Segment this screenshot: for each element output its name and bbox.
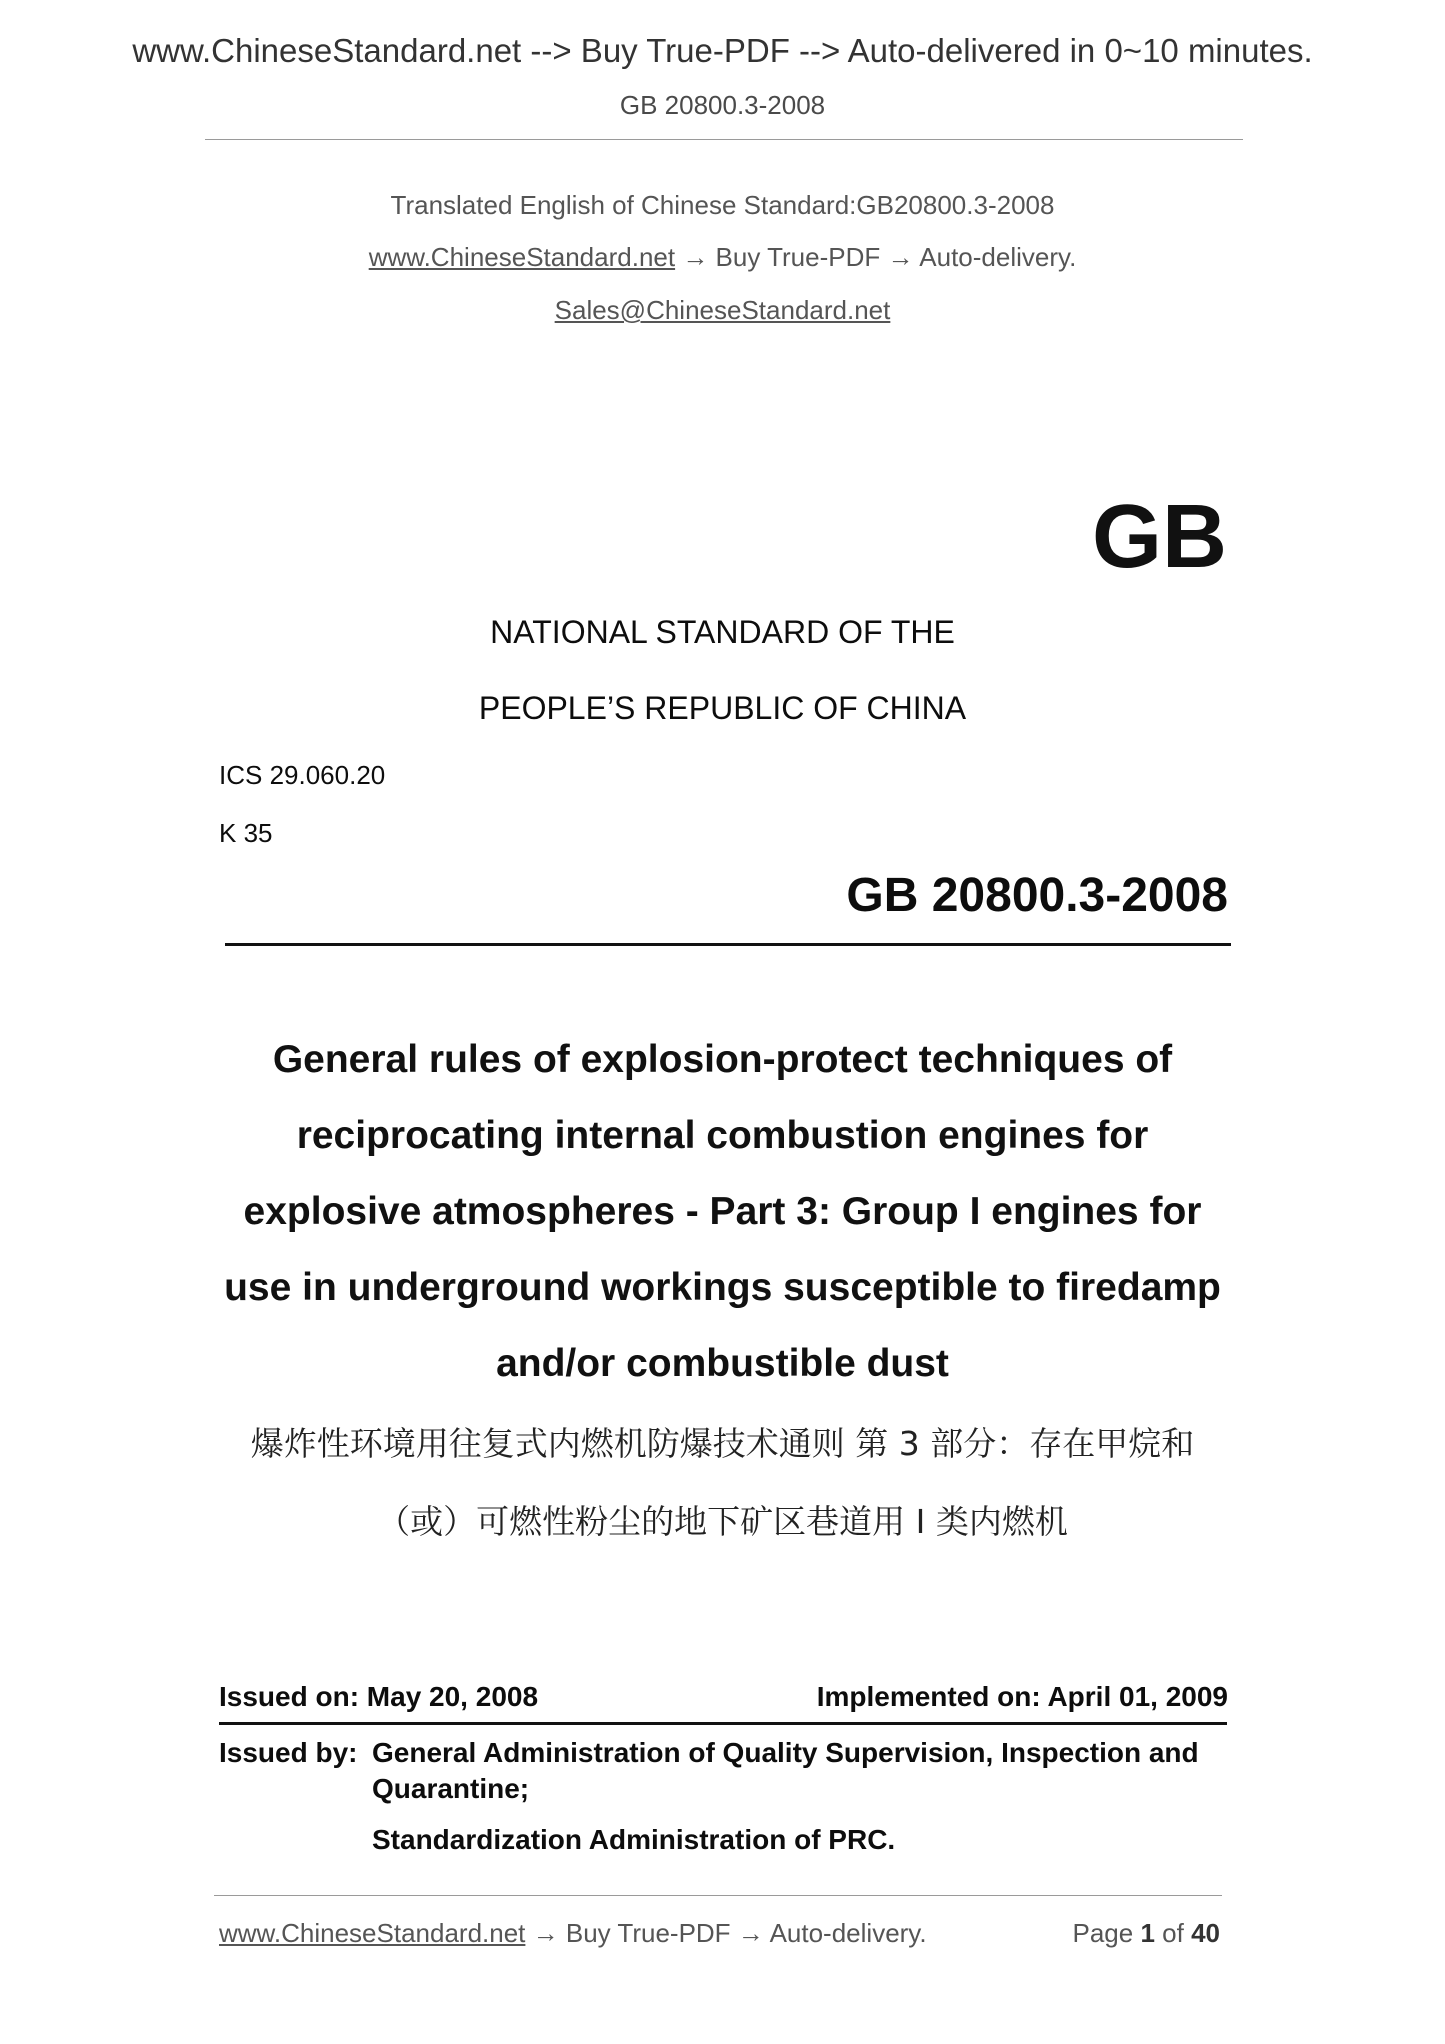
site-promo-line — [0, 242, 1445, 273]
footer-promo-text: → Buy True-PDF → Auto-delivery. — [525, 1918, 927, 1948]
national-standard-line-2: PEOPLE’S REPUBLIC OF CHINA — [478, 690, 967, 726]
sales-email-link[interactable]: Sales@ChineseStandard.net — [554, 295, 891, 325]
page-label: Page — [1072, 1918, 1134, 1948]
english-title-line: reciprocating internal combustion engines for — [296, 1114, 1149, 1157]
site-link[interactable]: www.ChineseStandard.net — [368, 242, 676, 272]
issue-divider — [219, 1722, 1227, 1725]
title-divider — [225, 943, 1231, 946]
top-banner: www.ChineseStandard.net --> Buy True-PDF --> Auto-delivered in 0~10 minutes. — [132, 32, 1313, 69]
gb-logo-mark: GB — [1092, 487, 1227, 587]
sales-email-line — [0, 295, 1445, 326]
footer-promo — [219, 1918, 927, 1949]
english-title-line: explosive atmospheres - Part 3: Group I engines for — [243, 1190, 1202, 1233]
footer-divider — [214, 1895, 1222, 1896]
translated-note: Translated English of Chinese Standard:GB20800.3-2008 — [390, 190, 1055, 220]
footer-site-link[interactable]: www.ChineseStandard.net — [219, 1918, 526, 1948]
page-counter — [1072, 1918, 1220, 1949]
page-total: 40 — [1191, 1918, 1220, 1948]
ics-code: ICS 29.060.20 — [219, 760, 386, 790]
english-title-line: General rules of explosion-protect techniques of — [272, 1038, 1173, 1081]
site-promo-text: → Buy True-PDF → Auto-delivery. — [675, 242, 1077, 272]
chinese-title-line: （或）可燃性粉尘的地下矿区巷道用 I 类内燃机 — [377, 1502, 1068, 1541]
issuer-line: Standardization Administration of PRC. — [372, 1824, 896, 1855]
header-divider — [205, 139, 1243, 140]
national-standard-line-1: NATIONAL STANDARD OF THE — [490, 614, 955, 650]
page-current: 1 — [1140, 1918, 1155, 1948]
issued-on-date: Issued on: May 20, 2008 — [219, 1681, 539, 1712]
english-title-line: use in underground workings susceptible to firedamp — [224, 1266, 1221, 1309]
k-classification: K 35 — [219, 818, 273, 848]
issued-by-label: Issued by: — [219, 1737, 358, 1768]
implemented-on-date: Implemented on: April 01, 2009 — [816, 1681, 1228, 1712]
header-doc-id: GB 20800.3-2008 — [619, 90, 826, 120]
chinese-title-line: 爆炸性环境用往复式内燃机防爆技术通则 第 3 部分：存在甲烷和 — [250, 1424, 1195, 1463]
issuer-line: General Administration of Quality Supervision, Inspection and — [372, 1737, 1199, 1768]
issuer-line: Quarantine; — [372, 1773, 530, 1804]
english-title-line: and/or combustible dust — [496, 1342, 949, 1385]
page-of-label: of — [1162, 1918, 1184, 1948]
standard-number: GB 20800.3-2008 — [846, 869, 1228, 922]
